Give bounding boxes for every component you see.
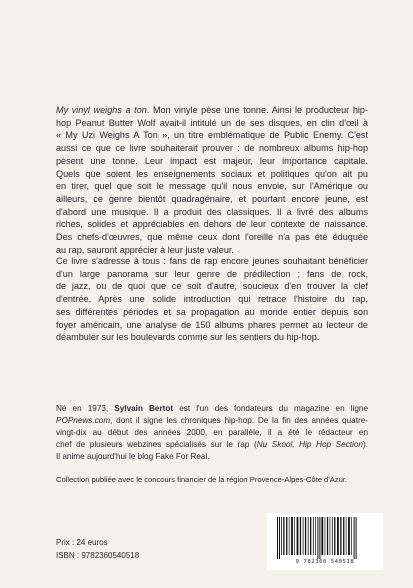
author-line: chef de plusieurs webzines spécialisés sur le rap (Nu Skool, Hip Hop Section). (56, 440, 368, 449)
barcode-bar (297, 517, 299, 555)
barcode-digits: 9 782360 540518 (295, 559, 355, 565)
author-line: Il anime aujourd'hui le blog Fake For Real. (56, 452, 210, 461)
barcode-bar (346, 517, 347, 555)
barcode-bar (340, 517, 341, 555)
intro-line: « My Uzi Weighs A Ton », un titre emblématique de Public Enemy. C'est (56, 130, 368, 141)
barcode-bar (351, 517, 352, 555)
barcode-bar (281, 517, 282, 555)
audience-line: déambuler sur les boulevards comme sur les sentiers du hip-hop. (56, 332, 320, 343)
intro-line: au rap, sauront apprécier à leur juste valeur. (56, 244, 234, 255)
barcode-bar (332, 517, 333, 555)
intro-line: pèsent une tonne. Leur impact est majeur, leur importance capitale. (56, 155, 368, 166)
intro-line: hop Peanut Butter Wolf avait-il intitulé un de ses disques, en clin d'œil à (56, 117, 368, 128)
author-name: Sylvain Bertot (114, 404, 174, 413)
barcode-bar (305, 517, 306, 555)
intro-line: d'abord une musique. Il a produit des classiques. Il a livré des albums (56, 206, 368, 217)
barcode-bar (310, 517, 311, 555)
barcode-bar (319, 517, 320, 559)
barcode-bar (291, 517, 293, 555)
author-line: Né en 1973, Sylvain Bertot est l'un des fondateurs du magazine en ligne (56, 404, 369, 413)
book-title-quote: My vinyl weighs a ton (56, 105, 147, 115)
barcode-bar (356, 517, 357, 559)
barcode-bars (271, 517, 379, 559)
barcode-bar (327, 517, 328, 555)
website-name: POPnews.com (56, 416, 111, 425)
audience-line: d'un large panorama sur leur genre de prédilection ; fans de rock, (56, 268, 368, 279)
collection-note: Collection publiée avec le concours financier de la région Provence-Alpes-Côte d'Azur. (56, 475, 348, 484)
barcode-bar (317, 517, 318, 559)
intro-line: Des chefs-d'œuvres, que même ceux dont l'oreille n'a pas été éduquée (56, 232, 368, 243)
barcode-bar (303, 517, 304, 555)
intro-paragraph (56, 104, 368, 256)
barcode-bar (315, 517, 316, 555)
webzine-names: Nu Skool, Hip Hop Section (256, 440, 363, 449)
barcode-bar (325, 517, 326, 555)
audience-line: d'entrée. Après une solide introduction qui retrace l'histoire du rap, (56, 294, 368, 305)
barcode-bar (334, 517, 335, 555)
barcode-bar (286, 517, 287, 555)
author-bio (56, 403, 368, 463)
barcode-bar (300, 517, 301, 555)
barcode-bar (294, 517, 295, 555)
intro-line: aussi ce que ce livre souhaiterait prouver : de nombreux albums hip-hop (56, 143, 368, 154)
intro-line: My vinyl weighs a ton. Mon vinyle pèse une tonne. Ainsi le producteur hip- (56, 105, 368, 115)
author-line: vingt-dix au début des années 2000, en parallèle, il a été le rédacteur en (56, 428, 368, 437)
intro-line: ailleurs, ce genre bientôt quadragénaire, et pourtant encore jeune, est (56, 193, 368, 204)
audience-line: de jazz, ou de quoi que ce soit d'autre, soucieux d'en trouver la clef (56, 281, 368, 292)
barcode-bar (348, 517, 350, 555)
barcode-bar (337, 517, 339, 555)
price-label: Prix : 24 euros (56, 538, 108, 547)
barcode-bar (277, 517, 278, 559)
barcode-bar (313, 517, 314, 555)
barcode-bar (354, 517, 355, 559)
barcode-bar (279, 517, 280, 559)
intro-line: Quels que soient les enseignements sociaux et politiques qu'on ait pu (56, 168, 368, 179)
barcode-bar (289, 517, 290, 555)
audience-line: Ce livre s'adresse à tous : fans de rap encore jeunes souhaitant bénéficier (56, 256, 368, 266)
audience-line: foyer américain, une analyse de 150 albums phares permet au lecteur de (56, 319, 368, 330)
barcode-bar (321, 517, 323, 555)
audience-line: ses différentes périodes et sa propagation au monde entier depuis son (56, 306, 368, 317)
audience-paragraph (56, 255, 368, 344)
intro-line: en tirer, quel que soit le message qu'il nous envoie, sur l'Amérique ou (56, 181, 368, 192)
barcode-bar (308, 517, 309, 555)
isbn-label: ISBN : 9782360540518 (56, 551, 140, 560)
author-line: POPnews.com, dont il signe les chroniques hip-hop. De la fin des années quatre- (56, 416, 368, 425)
barcode (267, 513, 383, 570)
barcode-bar (283, 517, 284, 555)
barcode-bar (343, 517, 344, 555)
intro-line: riches, solides et appréciables en dehors de leur contexte de naissance. (56, 219, 368, 230)
barcode-bar (330, 517, 331, 555)
